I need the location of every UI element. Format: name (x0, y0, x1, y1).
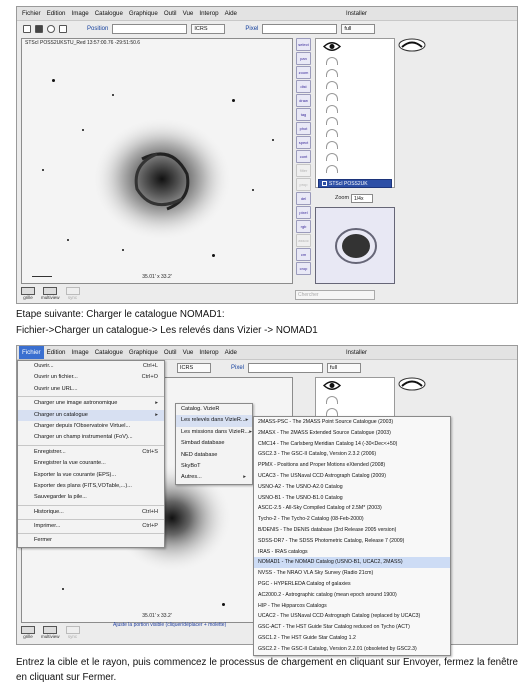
grid-button[interactable]: grille (21, 626, 35, 639)
empty-plane-icon[interactable] (326, 81, 338, 89)
menu-item-label: Enregistrer... (34, 448, 66, 455)
zoom-label: Zoom (335, 195, 350, 201)
menu-graphique[interactable]: Graphique (128, 10, 158, 17)
menu-shortcut: Ctrl+H (141, 508, 158, 515)
empty-plane-icon[interactable] (326, 93, 338, 101)
survey-catalog-item[interactable]: GSC2.2 - The GSC-II Catalog, Version 2.2.01 (obsoleted by GSC2.3) (258, 645, 417, 652)
field-size-label: 35.01' x 33.2' (142, 613, 172, 619)
menu-item-label: Simbad database (181, 440, 225, 447)
menu-separator (18, 519, 164, 520)
catalog-submenu-item[interactable] (176, 427, 252, 438)
menu-item-label: Exporter la vue courante (EPS)... (34, 471, 117, 478)
menu-shortcut: Ctrl+L (142, 363, 158, 369)
menu-item-label: Catalog. VizieR (181, 406, 220, 412)
file-menu (17, 360, 165, 548)
file-menu-item[interactable] (18, 470, 164, 481)
bottom-icon-bar (21, 626, 80, 639)
survey-catalog-item[interactable]: NVSS - The NRAO VLA Sky Survey (Radio 21cm) (258, 570, 374, 577)
survey-catalog-item[interactable]: AC2000.2 - Astrographic catalog (mean epoch around 1900) (258, 591, 397, 598)
star (272, 139, 274, 141)
empty-plane-icon[interactable] (326, 141, 338, 149)
menu-item-label: Sauvegarder la pile... (34, 494, 87, 501)
pan-tool-button[interactable]: pan (296, 52, 311, 65)
catalog-submenu-item[interactable] (176, 450, 252, 461)
survey-catalog-item[interactable]: GSC1.2 - The HST Guide Star Catalog 1.2 (258, 634, 356, 641)
menu-separator (18, 396, 164, 397)
load-catalog-submenu (175, 403, 253, 485)
open-icon[interactable] (23, 25, 31, 33)
empty-plane-icon[interactable] (326, 105, 338, 113)
survey-catalog-item[interactable]: PPMX - Positions and Proper Motions eXtended (2008) (258, 462, 386, 469)
menu-item-label: Ouvrir... (34, 363, 54, 369)
plane-stack[interactable] (315, 377, 395, 417)
multiview-button[interactable]: multiview (41, 287, 60, 300)
survey-catalog-item[interactable]: 2MASX - The 2MASS Extended Source Catalogue (2003) (258, 429, 391, 436)
file-menu-item[interactable] (18, 447, 164, 458)
catalog-submenu-item[interactable] (176, 404, 252, 415)
aladin-logo-icon (397, 38, 427, 52)
submenu-arrow-icon: ▸ (245, 417, 249, 424)
tag-tool-button[interactable]: tag (296, 108, 311, 121)
star (252, 189, 254, 191)
vizier-surveys-submenu (253, 416, 451, 656)
star (52, 79, 55, 82)
pixel-mode-select[interactable]: full (341, 24, 375, 34)
spect-tool-button[interactable]: spect (296, 136, 311, 149)
menu-fichier[interactable]: Fichier (22, 10, 41, 17)
menu-item-label: Fermer (34, 537, 53, 544)
del-tool-button[interactable]: del (296, 192, 311, 205)
assoc-tool-button[interactable]: assoc (296, 234, 311, 247)
pixel-input[interactable] (262, 24, 337, 34)
empty-plane-icon[interactable] (326, 153, 338, 161)
submenu-arrow-icon: ▸ (155, 411, 158, 418)
cm-tool-button[interactable]: cm (296, 248, 311, 261)
plane-selected[interactable] (318, 179, 392, 188)
visible-portion-hint: Ajuste la portion visible (cliquer/déplacer + molette) (113, 622, 227, 628)
file-menu-item[interactable] (18, 421, 164, 432)
zoom-select[interactable]: 1/4x (351, 194, 373, 203)
plane-checkbox[interactable] (322, 181, 327, 186)
survey-catalog-item[interactable]: Tycho-2 - The Tycho-2 Catalog (08-Feb-2000) (258, 516, 364, 523)
save-icon[interactable] (35, 25, 43, 33)
empty-plane-icon[interactable] (326, 69, 338, 77)
menu-item-label: Charger une image astronomique (34, 400, 118, 407)
dist-tool-button[interactable]: dist (296, 80, 311, 93)
plane-label: STScI POSS2UK (329, 181, 368, 187)
menu-shortcut: Ctrl+S (142, 448, 158, 455)
zoom-preview[interactable] (315, 207, 395, 284)
frame-select[interactable]: ICRS (177, 363, 211, 373)
star (212, 254, 215, 257)
file-menu-item[interactable] (18, 481, 164, 492)
print-icon[interactable] (59, 25, 67, 33)
menu-catalogue[interactable]: Catalogue (94, 349, 123, 356)
grid-button[interactable]: grille (21, 287, 35, 300)
multiview-button[interactable]: multiview (41, 626, 60, 639)
instruction-final: Entrez la cible et le rayon, puis commencez le processus de chargement en cliquant sur Envoyer, fermez la fenêtre en cliquant sur Fermer. (16, 657, 518, 683)
star (82, 129, 84, 131)
position-label: Position (87, 25, 109, 32)
survey-catalog-item[interactable]: CMC14 - The Carlsberg Meridian Catalog 14 (-30<Dec<+50) (258, 440, 398, 447)
frame-select[interactable]: ICRS (191, 24, 225, 34)
file-menu-item[interactable] (18, 492, 164, 503)
stop-icon[interactable] (47, 25, 55, 33)
survey-catalog-item[interactable]: HIP - The Hipparcos Catalogs (258, 602, 327, 609)
menu-shortcut: Ctrl+P (142, 523, 158, 530)
pixel-tool-button[interactable]: pixel (296, 206, 311, 219)
menu-vue[interactable]: Vue (182, 349, 194, 356)
submenu-arrow-icon: ▸ (249, 428, 253, 435)
menu-interop[interactable]: Interop (199, 349, 219, 356)
file-menu-item[interactable] (18, 507, 164, 518)
bottom-icon-bar (21, 287, 80, 300)
menu-item-label: Autres... (181, 474, 202, 481)
menu-item-label: Ouvrir un fichier... (34, 374, 78, 381)
catalog-submenu-item[interactable] (176, 472, 252, 483)
pixel-mode-select[interactable]: full (327, 363, 361, 373)
menubar (17, 346, 517, 360)
file-menu-item[interactable] (18, 410, 164, 421)
galaxy-image (22, 39, 294, 285)
eye-icon[interactable] (323, 380, 341, 391)
image-title: STScI POSS2UKSTU_Red 13:57:00.76 -29:51:50.6 (25, 40, 141, 46)
phot-tool-button[interactable]: phot (296, 122, 311, 135)
menu-aide[interactable]: Aide (224, 10, 237, 17)
menu-item-label: SkyBoT (181, 462, 201, 469)
file-menu-item[interactable] (18, 372, 164, 383)
file-menu-item[interactable] (18, 361, 164, 372)
menu-aide[interactable]: Aide (224, 349, 237, 356)
menu-item-label: Exporter des plans (FITS,VOTable,...)... (34, 482, 132, 489)
star (122, 249, 124, 251)
menu-item-label: Charger un catalogue (34, 411, 88, 418)
menu-item-label: Les missions dans VizieR... (181, 428, 250, 435)
tool-column (296, 38, 312, 275)
survey-catalog-item[interactable]: SDSS-DR7 - The SDSS Photometric Catalog, Release 7 (2009) (258, 537, 405, 544)
file-menu-item[interactable] (18, 535, 164, 546)
rgb-tool-button[interactable]: rgb (296, 220, 311, 233)
menu-separator (18, 505, 164, 506)
menu-image[interactable]: Image (71, 349, 89, 356)
menu-separator (18, 445, 164, 446)
instruction-step: Etape suivante: Charger le catalogue NOMAD1: (16, 309, 225, 320)
survey-catalog-item[interactable]: GSC-ACT - The HST Guide Star Catalog reduced on Tycho (ACT) (258, 624, 410, 631)
menu-separator (18, 533, 164, 534)
toolbar (17, 21, 517, 36)
filter-tool-button[interactable]: filter (296, 164, 311, 177)
menu-edition[interactable]: Edition (46, 349, 66, 356)
survey-catalog-item[interactable]: ASCC-2.5 - All-Sky Compiled Catalog of 2.5M* (2003) (258, 505, 382, 512)
menu-graphique[interactable]: Graphique (128, 349, 158, 356)
file-menu-item[interactable] (18, 521, 164, 532)
menu-catalogue[interactable]: Catalogue (94, 10, 123, 17)
star (232, 99, 235, 102)
survey-catalog-item[interactable]: USNO-A2 - The USNO-A2.0 Catalog (258, 483, 343, 490)
pixel-input[interactable] (248, 363, 323, 373)
menu-item-label: Historique... (34, 508, 64, 515)
menu-item-label: Ouvrir une URL... (34, 385, 78, 392)
star (62, 588, 64, 590)
submenu-arrow-icon: ▸ (155, 400, 158, 407)
catalog-submenu-item[interactable] (176, 438, 252, 449)
empty-plane-icon[interactable] (326, 117, 338, 125)
position-input[interactable] (112, 24, 187, 34)
file-menu-item[interactable] (18, 432, 164, 443)
star (67, 239, 69, 241)
menu-outil[interactable]: Outil (163, 10, 177, 17)
field-size-label: 35.01' x 33.2' (142, 274, 172, 280)
file-menu-item[interactable] (18, 398, 164, 409)
empty-plane-icon[interactable] (326, 165, 338, 173)
survey-catalog-item[interactable]: UCAC2 - The USNaval CCD Astrograph Catalog (replaced by UCAC3) (258, 613, 421, 620)
cont-tool-button[interactable]: cont (296, 150, 311, 163)
search-input[interactable]: Chercher (295, 290, 375, 300)
pixel-label: Pixel (245, 25, 259, 32)
file-menu-item[interactable] (18, 384, 164, 395)
sync-button[interactable]: sync (66, 287, 80, 300)
instruction-path: Fichier->Charger un catalogue-> Les relevés dans Vizier -> NOMAD1 (16, 325, 318, 336)
zoom-tool-button[interactable]: zoom (296, 66, 311, 79)
star (112, 94, 114, 96)
menu-item-label: NED database (181, 451, 218, 458)
eye-icon[interactable] (323, 41, 341, 52)
empty-plane-icon[interactable] (326, 57, 338, 65)
survey-catalog-item[interactable]: NOMAD1 - The NOMAD Catalog (USNO-B1, UCAC2, 2MASS) (254, 557, 450, 568)
empty-plane-icon[interactable] (326, 396, 338, 404)
menu-vue[interactable]: Vue (182, 10, 194, 17)
menu-shortcut: Ctrl+O (141, 374, 158, 381)
aladin-screenshot-1 (16, 6, 518, 304)
menu-fichier[interactable]: Fichier (19, 346, 44, 359)
aladin-screenshot-2 (16, 345, 518, 652)
crop-tool-button[interactable]: crop (296, 262, 311, 275)
menu-edition[interactable]: Edition (46, 10, 66, 17)
installer-label: Installer (345, 349, 367, 356)
survey-catalog-item[interactable]: IRAS - IRAS catalogs (258, 548, 308, 555)
survey-catalog-item[interactable]: B/DENIS - The DENIS database (3rd Release 2005 version) (258, 526, 397, 533)
menu-image[interactable]: Image (71, 10, 89, 17)
survey-catalog-item[interactable]: USNO-B1 - The USNO-B1.0 Catalog (258, 494, 343, 501)
preview-galaxy-image (316, 208, 396, 285)
draw-tool-button[interactable]: draw (296, 94, 311, 107)
menu-item-label: Charger un champ instrumental (FoV)... (34, 434, 133, 441)
sync-button[interactable]: sync (66, 626, 80, 639)
image-view[interactable] (21, 38, 293, 284)
menu-item-label: Imprimer... (34, 523, 61, 530)
prop-tool-button[interactable]: prop (296, 178, 311, 191)
menubar (17, 7, 517, 21)
star (222, 603, 225, 606)
aladin-logo-icon (397, 377, 427, 391)
menu-outil[interactable]: Outil (163, 349, 177, 356)
menu-item-label: Charger depuis l'Observatoire Virtuel... (34, 422, 131, 429)
menu-item-label: Enregistrer la vue courante... (34, 460, 106, 467)
survey-catalog-item[interactable]: PGC - HYPERLEDA Catalog of galaxies (258, 580, 351, 587)
star (42, 169, 44, 171)
pixel-label: Pixel (231, 364, 245, 371)
menu-item-label: Les relevés dans VizieR... (181, 417, 246, 424)
file-menu-item[interactable] (18, 458, 164, 469)
menu-interop[interactable]: Interop (199, 10, 219, 17)
catalog-submenu-item[interactable] (176, 461, 252, 472)
submenu-arrow-icon: ▸ (243, 474, 246, 481)
installer-label: Installer (345, 10, 367, 17)
empty-plane-icon[interactable] (326, 129, 338, 137)
catalog-submenu-item[interactable] (176, 415, 252, 426)
survey-catalog-item[interactable]: UCAC3 - The USNaval CCD Astrograph Catalog (2009) (258, 472, 386, 479)
survey-catalog-item[interactable]: 2MASS-PSC - The 2MASS Point Source Catalogue (2003) (258, 419, 394, 425)
empty-plane-icon[interactable] (326, 408, 338, 416)
select-tool-button[interactable]: select (296, 38, 311, 51)
plane-stack[interactable] (315, 38, 395, 188)
survey-catalog-item[interactable]: GSC2.3 - The GSC-II Catalog, Version 2.3.2 (2006) (258, 451, 377, 458)
